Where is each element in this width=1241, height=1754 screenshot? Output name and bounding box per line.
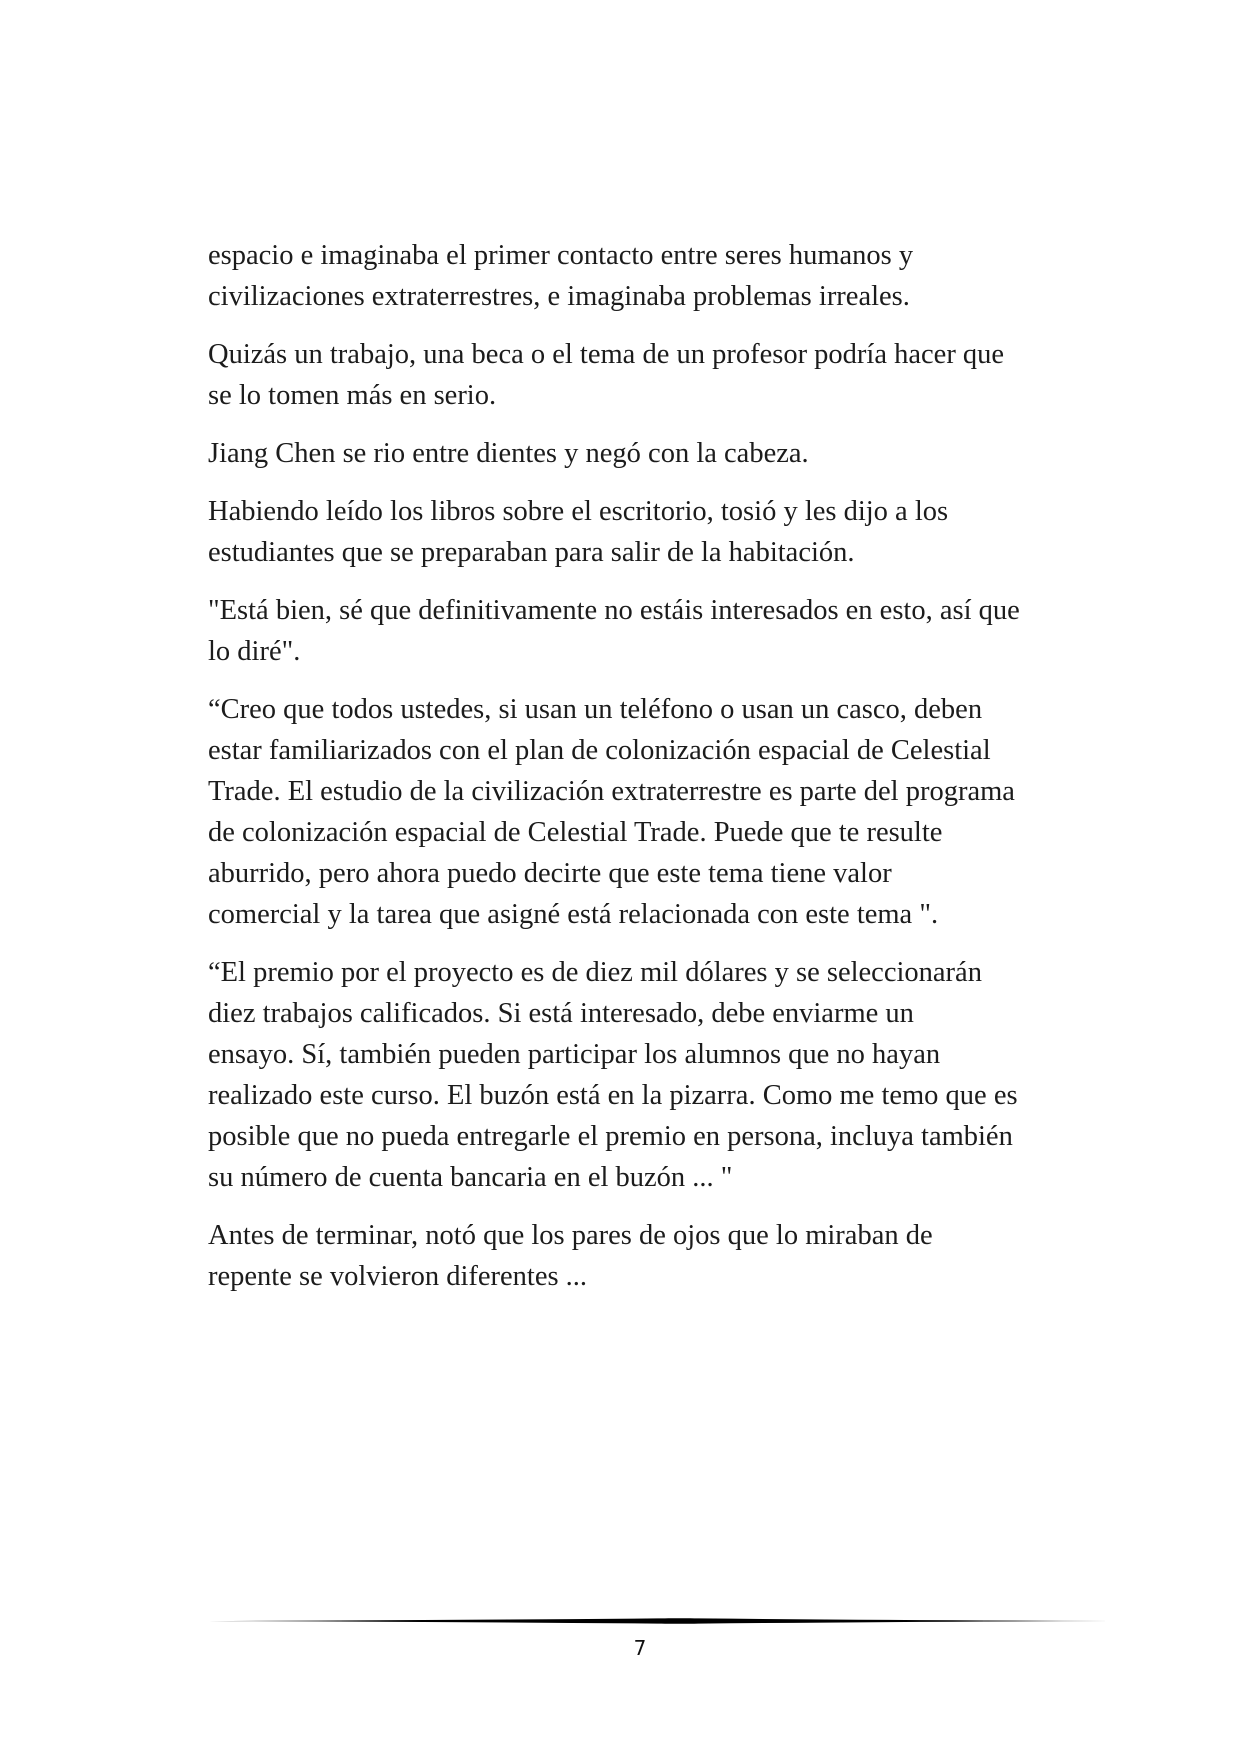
text-line: aburrido, pero ahora puedo decirte que este tema tiene valor <box>208 858 892 889</box>
text-line: ensayo. Sí, también pueden participar los alumnos que no hayan <box>208 1039 941 1070</box>
text-line: “Creo que todos ustedes, si usan un teléfono o usan un casco, deben <box>208 694 983 725</box>
text-line: estar familiarizados con el plan de colonización espacial de Celestial <box>208 735 991 766</box>
body-text <box>208 235 1078 1314</box>
text-line: Jiang Chen se rio entre dientes y negó con la cabeza. <box>208 438 809 469</box>
text-line: estudiantes que se preparaban para salir de la habitación. <box>208 537 855 568</box>
paragraph-8 <box>208 1215 1078 1297</box>
text-line: se lo tomen más en serio. <box>208 380 497 411</box>
text-line: Antes de terminar, notó que los pares de ojos que lo miraban de <box>208 1220 933 1251</box>
text-line: "Está bien, sé que definitivamente no estáis interesados en esto, así que <box>208 595 1020 626</box>
paragraph-5 <box>208 590 1078 672</box>
paragraph-2 <box>208 334 1078 416</box>
paragraph-1 <box>208 235 1078 317</box>
text-line: Habiendo leído los libros sobre el escritorio, tosió y les dijo a los <box>208 496 949 527</box>
text-line: repente se volvieron diferentes ... <box>208 1261 588 1292</box>
text-line: posible que no pueda entregarle el premio en persona, incluya también <box>208 1121 1013 1152</box>
text-line: civilizaciones extraterrestres, e imaginaba problemas irreales. <box>208 281 910 312</box>
text-line: lo diré". <box>208 636 301 667</box>
text-line: realizado este curso. El buzón está en la pizarra. Como me temo que es <box>208 1080 1018 1111</box>
text-line: comercial y la tarea que asigné está relacionada con este tema ". <box>208 899 939 930</box>
text-line: espacio e imaginaba el primer contacto entre seres humanos y <box>208 240 914 271</box>
paragraph-3 <box>208 433 1078 474</box>
text-line: Quizás un trabajo, una beca o el tema de un profesor podría hacer que <box>208 339 1005 370</box>
page-number: 7 <box>633 1636 647 1660</box>
footer-divider <box>208 1614 1110 1628</box>
text-line: de colonización espacial de Celestial Trade. Puede que te resulte <box>208 817 943 848</box>
paragraph-6 <box>208 689 1078 935</box>
text-line: diez trabajos calificados. Si está interesado, debe enviarme un <box>208 998 914 1029</box>
text-line: su número de cuenta bancaria en el buzón ... " <box>208 1162 733 1193</box>
text-line: “El premio por el proyecto es de diez mil dólares y se seleccionarán <box>208 957 982 988</box>
text-line: Trade. El estudio de la civilización extraterrestre es parte del programa <box>208 776 1015 807</box>
paragraph-7 <box>208 952 1078 1198</box>
paragraph-4 <box>208 491 1078 573</box>
